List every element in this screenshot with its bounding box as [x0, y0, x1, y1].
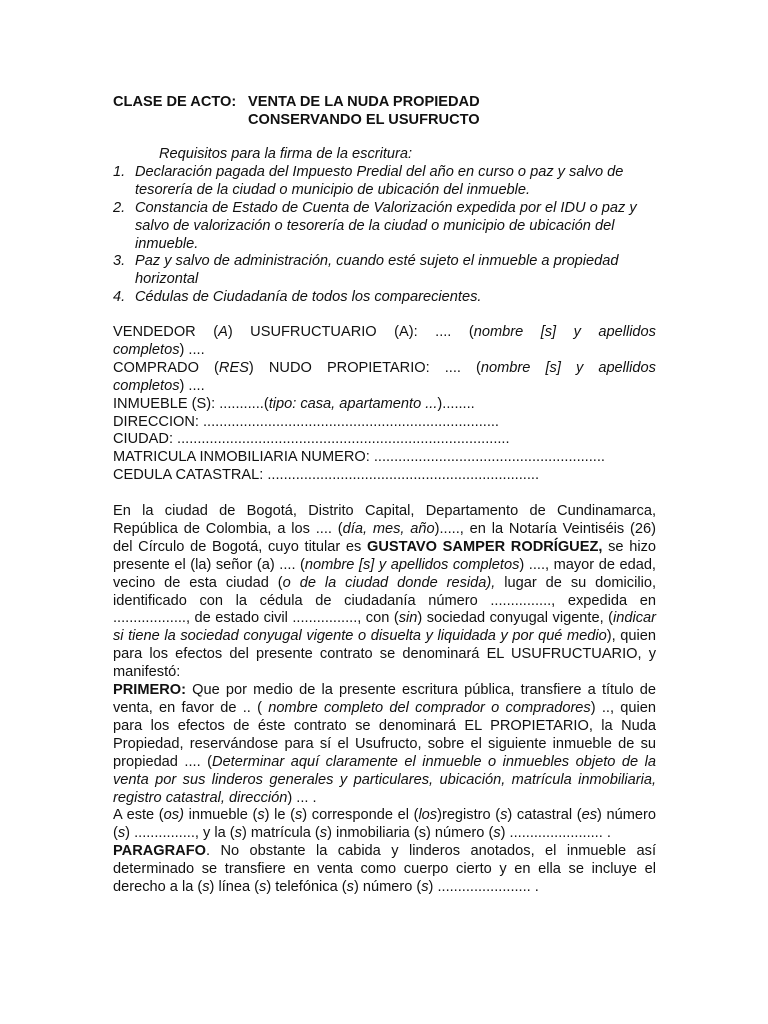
- list-item: 1. Declaración pagada del Impuesto Predial del año en curso o paz y salvo de tesorería de la ciudad o municipio de ubicación del inmueble.: [113, 163, 624, 198]
- clause-paragrafo: PARAGRAFO. No obstante la cabida y linderos anotados, el inmueble así determinado se transfiere en venta como cuerpo cierto y en ella se incluye el derecho a la (s) línea (s) telefónica (s) número (s) ....................... .: [113, 843, 656, 896]
- clause-label: PRIMERO:: [113, 682, 186, 699]
- city-field: CIUDAD: ..................................................................................: [113, 431, 510, 448]
- act-type-line-1: VENTA DE LA NUDA PROPIEDAD: [248, 94, 480, 110]
- buyer-field-cont: completos) ....: [113, 377, 205, 394]
- list-item: 4. Cédulas de Ciudadanía de todos los comparecientes.: [113, 289, 482, 306]
- clause-label: PARAGRAFO: [113, 843, 206, 860]
- parties-fields: [113, 324, 656, 485]
- act-type-label: CLASE DE ACTO:: [113, 94, 237, 110]
- opening-paragraph: En la ciudad de Bogotá, Distrito Capital, Departamento de Cundinamarca, República de Colombia, a los .... (día, mes, año)....., en la Notaría Veintiséis (26) del Círculo de Bogotá, cuyo titular es GUSTAVO SAMPER RODRÍGUEZ, se hizo presente el (la) señor (a) .... (nombre [s] y apellidos completos) ...., mayor de edad, vecino de esta ciudad (o de la ciudad donde resida), lugar de su domicilio, identificado con la cédula de ciudadanía número ..............., expedida en .................., de estado civil ................, con (sin) sociedad conyugal vigente, (indicar si tiene la sociedad conyugal vigente o disuelta y liquidada y por qué medio), quien para los efectos del presente contrato se denominará EL USUFRUCTUARIO, y manifestó:: [113, 503, 657, 681]
- property-field: INMUEBLE (S): ...........(tipo: casa, apartamento ...)........: [113, 395, 475, 412]
- document-header: [113, 94, 480, 130]
- cadastral-id-field: CEDULA CATASTRAL: ...................................................................: [113, 467, 540, 484]
- seller-field: VENDEDOR (A) USUFRUCTUARIO (A): .... (nombre [s] y apellidos: [113, 324, 656, 340]
- deed-body: [113, 503, 656, 897]
- act-type-line-2: CONSERVANDO EL USUFRUCTO: [248, 111, 480, 128]
- list-item: 2. Constancia de Estado de Cuenta de Valorización expedida por el IDU o paz y salvo de valorización o tesorería de la ciudad o municipio de ubicación del inmueble.: [113, 199, 637, 252]
- clause-primero: PRIMERO: Que por medio de la presente escritura pública, transfiere a título de venta, en favor de .. ( nombre completo del comprador o compradores) .., quien para los efectos de éste contrato se denominará EL PROPIETARIO, la Nuda Propiedad, reservándose para sí el Usufructo, sobre el siguiente inmueble de su propiedad .... (Determinar aquí claramente el inmueble o inmuebles objeto de la venta por sus linderos generales y particulares, ubicación, matrícula inmobiliaria, registro catastral, dirección) ... .: [113, 682, 656, 806]
- address-field: DIRECCION: .........................................................................: [113, 413, 499, 430]
- requirements-intro: Requisitos para la firma de la escritura:: [159, 146, 413, 162]
- requirements-section: [113, 146, 658, 307]
- list-item: 3. Paz y salvo de administración, cuando esté sujeto el inmueble a propiedad horizontal: [113, 253, 619, 288]
- registration-number-field: MATRICULA INMOBILIARIA NUMERO: .........................................................: [113, 449, 605, 466]
- buyer-field: COMPRADO (RES) NUDO PROPIETARIO: .... (nombre [s] y apellidos: [113, 359, 656, 376]
- requirements-list: [113, 164, 658, 307]
- registry-paragraph: A este (os) inmueble (s) le (s) corresponde el (los)registro (s) catastral (es) número (s) ..............., y la (s) matrícula (s) inmobiliaria (s) número (s) ....................... .: [113, 807, 657, 842]
- seller-field-cont: completos) ....: [113, 341, 205, 358]
